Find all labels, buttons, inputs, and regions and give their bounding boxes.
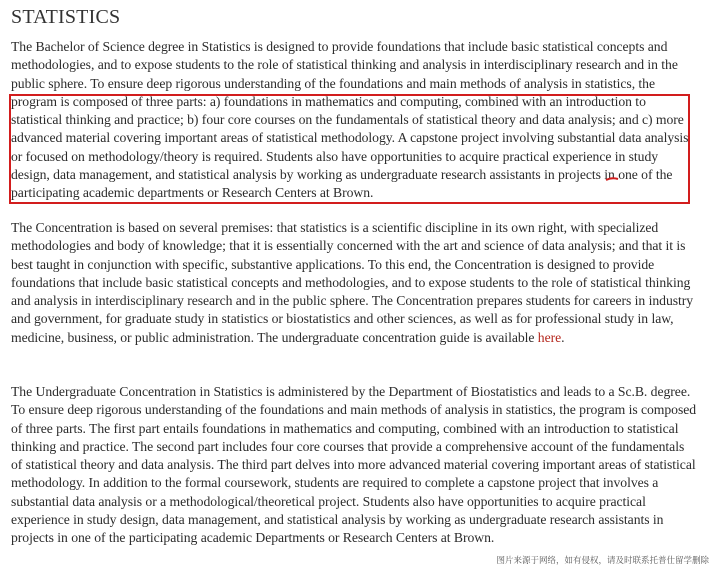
concentration-paragraph bbox=[11, 219, 703, 347]
page-content bbox=[11, 0, 706, 546]
watermark-text: 图片来源于网络，如有侵权，请及时联系托普仕留学删除 bbox=[494, 553, 711, 567]
page-title: STATISTICS bbox=[11, 6, 121, 28]
concentration-guide-link[interactable]: here bbox=[537, 329, 562, 345]
intro-paragraph: The Bachelor of Science degree in Statistics is designed to provide foundations that include basic statistical concepts and methodologies, and to expose students to the role of statistical thinking and analysis in interdisciplinary research and in the public sphere. To ensure deep rigorous understanding of the foundations and main methods of analysis in statistics, the program is composed of three parts: a) foundations in mathematics and computing, combined with an introduction to statistical thinking and practice; b) four core courses on the fundamentals of statistical theory and data analysis; and c) more advanced material covering important areas of statistical methodology. A capstone project involving substantial data analysis or focused on methodology/theory is required. Students also have opportunities to acquire practical experience in study design, data management, and statistical analysis by working as undergraduate research assistants in projects in one of the participating academic departments or Research Centers at Brown. bbox=[11, 39, 689, 201]
concentration-paragraph-end: . bbox=[561, 329, 565, 345]
administration-paragraph: The Undergraduate Concentration in Statistics is administered by the Department of Biostatistics and leads to a Sc.B. degree. To ensure deep rigorous understanding of the foundations and main methods of analysis in statistics, the program is composed of three parts. The first part entails foundations in mathematics and computing, combined with an introduction to statistical thinking and practice. The second part includes four core courses that provide a comprehensive account of the fundamentals of statistical theory and data analysis. The third part delves into more advanced material covering important areas of statistical methodology. In addition to the formal coursework, students are required to complete a capstone project that involves a substantial data analysis or a methodological/theoretical project. Students also have opportunities to acquire practical experience in study design, data management, and statistical analysis by working as undergraduate research assistants in projects in one of the participating academic Departments or Research Centers at Brown. bbox=[11, 384, 697, 546]
concentration-paragraph-text: The Concentration is based on several premises: that statistics is a scientific discipline in its own right, with specialized methodologies and body of knowledge; that it is essentially concerned with the art and science of data analysis; and that it is best taught in conjunction with specific, substantive applications. To this end, the Concentration is designed to provide foundations that include basic statistical concepts and methodologies, and to expose students to the role of statistical thinking and analysis in interdisciplinary research and in the public sphere. The Concentration prepares students for careers in industry and government, for graduate study in statistics or biostatistics and other sciences, as well as for professional study in law, medicine, business, or public administration. The undergraduate concentration guide is available bbox=[11, 220, 694, 345]
